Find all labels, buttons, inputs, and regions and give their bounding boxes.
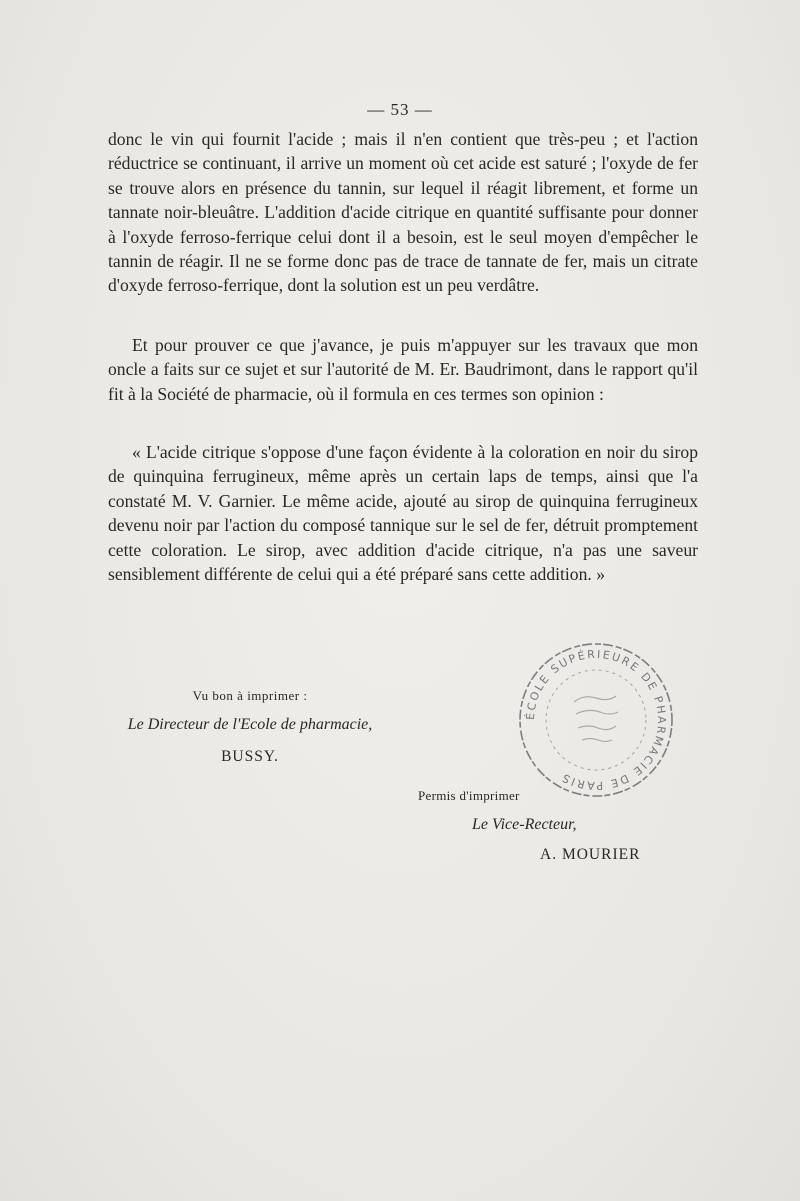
vice-recteur-name: A. MOURIER <box>540 846 641 863</box>
approval-block <box>105 686 395 770</box>
vu-bon-a-imprimer: Vu bon à imprimer : <box>192 688 308 703</box>
director-title: Le Directeur de l'Ecole de pharmacie, <box>127 716 373 733</box>
paragraph-2: Et pour prouver ce que j'avance, je puis m'appuyer sur les travaux que mon oncle a faits sur ce sujet et sur l'autorité de M. Er. Baudrimont, dans le rapport qu'il fit à la Société de pharmacie, où il formula en ces termes son opinion : <box>108 335 698 404</box>
svg-text:ÉCOLE SUPÉRIEURE DE PHARMACIE: ÉCOLE SUPÉRIEURE DE PHARMACIE DE PARIS <box>523 647 669 793</box>
director-name: BUSSY. <box>221 748 279 765</box>
permis-d-imprimer: Permis d'imprimer <box>418 788 520 803</box>
page-number: — 53 — <box>367 100 433 119</box>
school-seal-stamp <box>516 640 676 800</box>
paragraph-1: donc le vin qui fournit l'acide ; mais il n'en contient que très-peu ; et l'action réductrice se continuant, il arrive un moment où cet acide est saturé ; l'oxyde de fer se trouve alors en présence du tannin, sur lequel il réagit librement, et forme un tannate noir-bleuâtre. L'addition d'acide citrique en quantité suffisante pour donner à l'oxyde ferroso-ferrique celui dont il a besoin, est le seul moyen d'empêcher le tannin de réagir. Il ne se forme donc pas de trace de tannate de fer, mais un citrate d'oxyde ferroso-ferrique, dont la solution est un peu verdâtre. <box>108 129 698 296</box>
vice-recteur-title: Le Vice-Recteur, <box>472 816 577 833</box>
seal-icon <box>516 640 676 800</box>
paragraph-3-quote: « L'acide citrique s'oppose d'une façon évidente à la coloration en noir du sirop de quinquina ferrugineux, même après un certain laps de temps, ainsi que l'a constaté M. V. Garnier. Le même acide, ajouté au sirop de quinquina ferrugineux devenu noir par l'action du composé tannique sur le sel de fer, détruit promptement cette coloration. Le sirop, avec addition d'acide citrique, n'a pas une saveur sensiblement différente de celui qui a été préparé sans cette addition. » <box>108 442 698 585</box>
